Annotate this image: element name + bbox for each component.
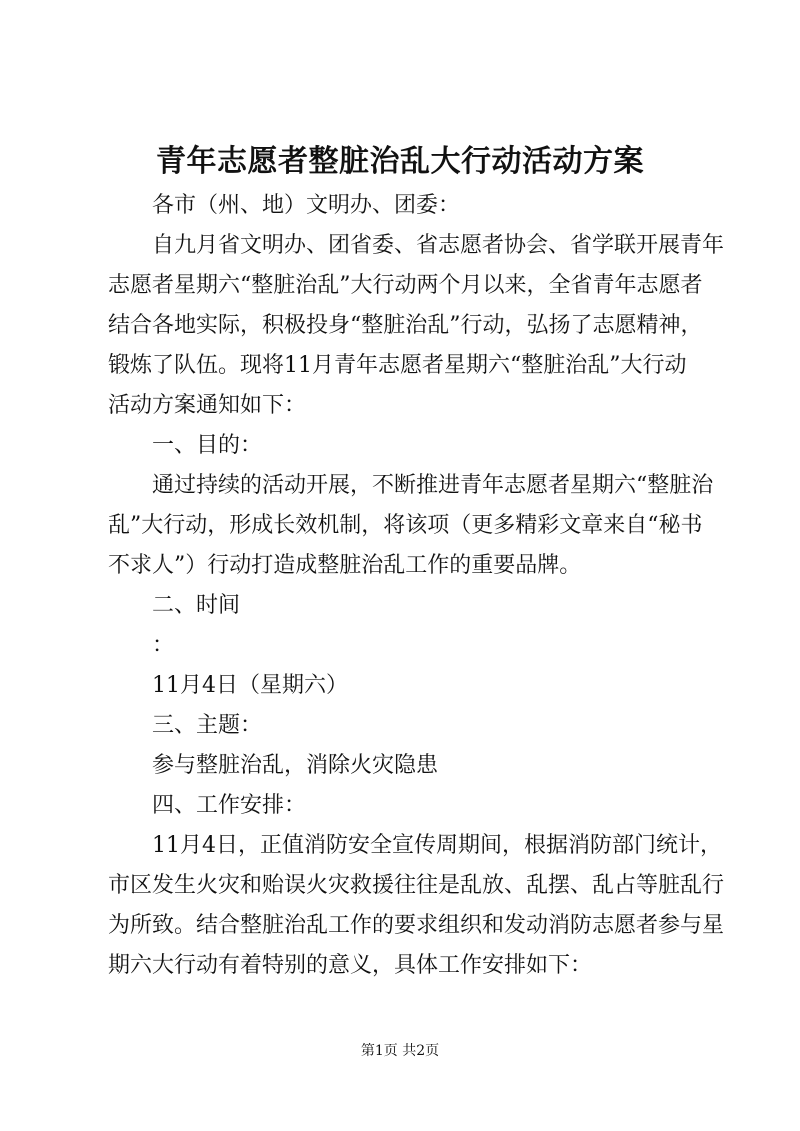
paragraph-line: 活动方案通知如下：	[108, 393, 307, 418]
paragraph-line: 结合各地实际，积极投身“整脏治乱”行动，弘扬了志愿精神，	[108, 313, 703, 338]
paragraph-line: 锻炼了队伍。现将11月青年志愿者星期六“整脏治乱”大行动	[108, 353, 687, 378]
paragraph-line: 不求人”）行动打造成整脏治乱工作的重要品牌。	[108, 553, 582, 578]
paragraph-line: 自九月省文明办、团省委、省志愿者协会、省学联开展青年	[152, 233, 725, 258]
paragraph-line: ：	[152, 633, 175, 658]
salutation-line: 各市（州、地）文明办、团委：	[152, 193, 461, 218]
page-footer: 第1页 共2页	[360, 1043, 440, 1059]
paragraph-line: 11月4日（星期六）	[152, 673, 348, 698]
section-heading: 三、主题：	[152, 713, 263, 738]
paragraph-line: 参与整脏治乱，消除火灾隐患	[152, 753, 439, 778]
paragraph-line: 11月4日，正值消防安全宣传周期间，根据消防部门统计，	[152, 833, 722, 858]
paragraph-line: 通过持续的活动开展，不断推进青年志愿者星期六“整脏治	[152, 473, 714, 498]
section-heading: 一、目的：	[152, 433, 263, 458]
section-heading: 二、时间	[152, 593, 241, 618]
paragraph-line: 期六大行动有着特别的意义，具体工作安排如下：	[108, 953, 593, 978]
document-body	[108, 186, 725, 986]
paragraph-line: 乱”大行动，形成长效机制，将该项（更多精彩文章来自“秘书	[108, 513, 703, 538]
section-heading: 四、工作安排：	[152, 793, 307, 818]
paragraph-line: 为所致。结合整脏治乱工作的要求组织和发动消防志愿者参与星	[108, 913, 725, 938]
paragraph-line: 志愿者星期六“整脏治乱”大行动两个月以来，全省青年志愿者	[108, 273, 703, 298]
document-title: 青年志愿者整脏治乱大行动活动方案	[156, 144, 644, 179]
paragraph-line: 市区发生火灾和贻误火灾救援往往是乱放、乱摆、乱占等脏乱行	[108, 873, 725, 898]
